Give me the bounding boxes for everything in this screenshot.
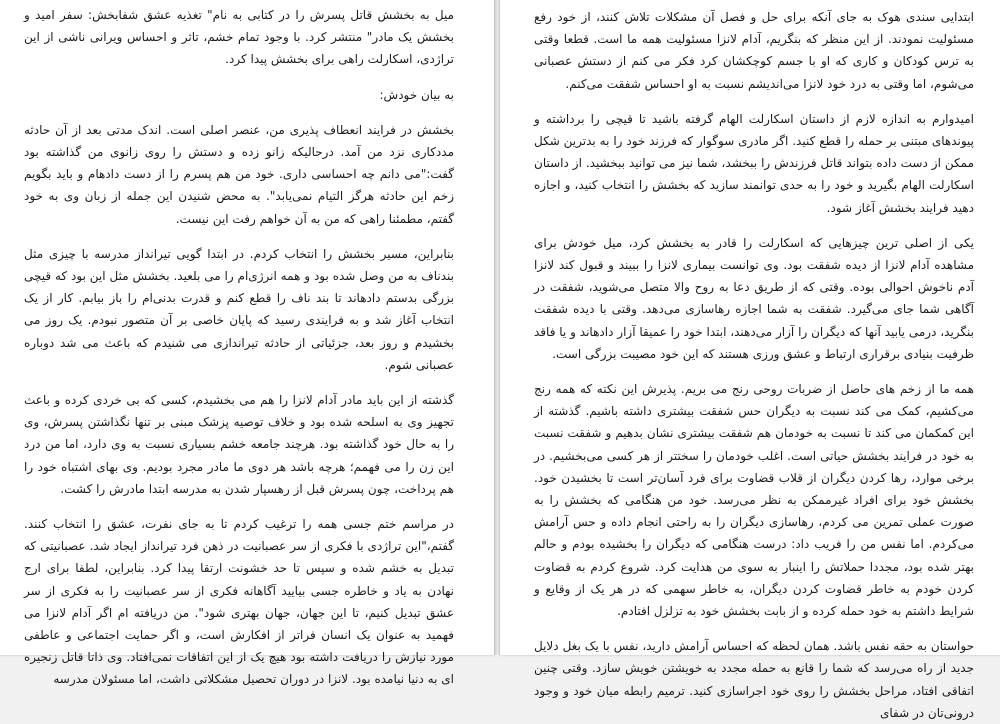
left-page-text bbox=[24, 4, 454, 687]
paragraph: حواستان به حقه نفس باشد. همان لحظه که احساس آرامش دارید، نفس با یک بغل دلایل جدید از راه می‌رسد که شما را قانع به حمله مجدد به خویشتن خویش سازد. وقتی چنین اتفاقی افتاد، مراحل بخشش را روی خود اجراسازی کنید. ترمیم رابطه میان خود و وجود درونی‌تان در شفای bbox=[534, 639, 974, 720]
left-page bbox=[0, 0, 495, 687]
paragraph: در مراسم ختم جسی همه را ترغیب کردم تا به جای نفرت، عشق را انتخاب کنند. گفتم،"این تراژدی با فکری از سر عصبانیت در ذهن فرد تیرانداز ایجاد شد. عصبانیتی که تبدیل به خشم شده و سپس تا حد خشونت ارتقا پیدا کرد. بنابراین، لطفا برای ارج نهادن به یاد و خاطره جسی بیایید آگاهانه فکری از سر عصبانیت را به فکری از سر عشق تبدیل کنیم، تا این جهان، جهان بهتری شود". من دریافته ام اگر آدام لانزا می فهمید به عنوان یک انسان فراتر از افکارش است، و اگر حمایت اجتماعی و عاطفی مورد نیازش را دریافت داشته بود هیچ یک از این اتفاقات نمی‌افتاد. وی ذاتا قاتل زنجیره ای به دنیا نیامده بود. لانزا در دوران تحصیل مشکلاتی داشت، اما مسئولان مدرسه bbox=[24, 517, 454, 687]
paragraph: بنابراین، مسیر بخشش را انتخاب کردم. در ابتدا گویی تیرانداز مدرسه با چیزی مثل بندناف به من وصل شده بود و همه انرژی‌ام را می بلعید. بخشش مثل این بود که قیچی بزرگی بدستم دادهاند تا بند ناف را قطع کنم و قدرت بدنی‌ام را باز بیابم. کار از یک انتخاب آغاز شد و به فرایندی رسید که پایان خاصی بر آن متصور نبودم. یک روز می بخشیدم و روز بعد، جزئیاتی از حادثه تیراندازی می شنیدم که باعث می شد دوباره عصبانی شوم. bbox=[24, 246, 454, 372]
paragraph: یکی از اصلی ترین چیزهایی که اسکارلت را قادر به بخشش کرد، میل خودش برای مشاهده آدام لانزا از دیده شفقت بود. وی توانست بیماری لانزا را ببیند و قبول کند لانزا آدم ناخوش احوالی بوده. وقتی که از طریق دعا به روح والا متصل می‌شوید، شفقت در آگاهی شما جای می‌گیرد. شفقت به شما اجازه رهاسازی می‌دهد. وقتی با دیده شفقت بنگرید، درمی یابید آنها که دیگران را آزار می‌دهند، ابتدا خود را عمیقا آزار دادهاند و یا فاقد ظرفیت بنیادی برقراری ارتباط و عشق ورزی هستند که این خود مصیبت بزرگی است. bbox=[534, 235, 974, 361]
paragraph: همه ما از زخم های حاصل از ضربات روحی رنج می بریم. پذیرش این نکته که همه رنج می‌کشیم، کمک می کند نسبت به دیگران حس شفقت بیشتری داشته باشیم. گذشته از این کمکمان می کند تا نسبت به خودمان هم شفقت بیشتری نشان بدهیم و شفقت نسبت به خود در فرایند بخشش حیاتی است. اغلب خودمان را سختتر از هر کسی می‌بخشیم. در برخی موارد، رها کردن دیگران از قلاب قضاوت برای فرد آسان‌تر است تا بخشیدن خود. بخشش خود برای افراد غیرممکن به نظر می‌رسد. خود من هنگامی که بخشش را به صورت عملی تمرین می کردم، رهاسازی دیگران را به راحتی انجام داده و حس آرامش می‌کردم. اما نفس من را فریب داد: درست هنگامی که دیگران را بخشیده بودم و حالم بهتر شده بود، مجددا حملاتش را اینبار به سوی من هدایت کرد. شروع کردم به قضاوت کردن خودم به خاطر قضاوت کردن دیگران، به خاطر سهمی که در هر یک از وقایع و شرایط داشتم به خود حمله کرده و از بابت بخشش خود به تزلزل افتادم. bbox=[534, 382, 974, 619]
paragraph: امیدوارم به اندازه لازم از داستان اسکارلت الهام گرفته باشید تا قیچی را برداشته و پیوندهای مبتنی بر حمله را قطع کنید. اگر مادری سوگوار که فرزند خود را به بدترین شکل ممکن از دست داده بتواند قاتل فرزندش را ببخشد، شما نیز می توانید ببخشید. از داستان اسکارلت الهام بگیرید و خود را به حدی توانمند سازید که بخشش را انتخاب کنید، و اجازه دهید فرایند بخشش آغاز شود. bbox=[534, 111, 974, 215]
right-page-text bbox=[534, 6, 974, 720]
paragraph: میل به بخشش قاتل پسرش را در کتابی به نام" تغذیه عشق شفابخش: سفر امید و بخشش یک مادر" منتشر کرد. با وجود تمام خشم، تاثر و احساس ویرانی ناشی از این تراژدی، اسکارلت راهی برای بخشش پیدا کرد. bbox=[24, 8, 454, 67]
paragraph: گذشته از این باید مادر آدام لانزا را هم می بخشیدم، کسی که بی خردی کرده و باعث تجهیز وی به اسلحه شده بود و خلاف توصیه پزشک مبنی بر تنها نگذاشتن پسرش، وی را به حال خود گذاشته بود. هرچند جامعه خشم بسیاری نسبت به وی دارد، اما من درد این زن را می فهمم؛ هرچه باشد هر دوی ما مادر مجرد بودیم. وی بهای اشتباه خود را هم پرداخت، چون پسرش قبل از رهسپار شدن به مدرسه ابتدا مادرش را کشت. bbox=[24, 393, 454, 496]
paragraph-heading: به بیان خودش: bbox=[379, 87, 454, 102]
right-page bbox=[499, 0, 1000, 720]
paragraph: ابتدایی سندی هوک به جای آنکه برای حل و فصل آن مشکلات تلاش کنند، از خود رفع مسئولیت نمودند. از این منظر که بنگریم، آدام لانزا مسئولیت همه ما است. قطعا وقتی به ترس کودکان و کاری که او با جسم کوچکشان کرد فکر می کنم از دستش عصبانی می‌شوم، اما وقتی به درد خود لانزا می‌اندیشم نسبت به او احساس شفقت می‌کنم. bbox=[534, 10, 974, 91]
paragraph: بخشش در فرایند انعطاف پذیری من، عنصر اصلی است. اندک مدتی بعد از آن حادثه مددکاری نزد من آمد. درحالیکه زانو زده و دستش را روی زانوی من گذاشته بود گفت:"می دانم چه احساسی داری. خود من هم پسرم را از دست دادهام و باید بگویم زخم این حادثه هرگز التیام نمی‌یابد". به محض شنیدن این جمله از زبان وی به خود گفتم، مطمئنا راهی که من به آن خواهم رفت این نیست. bbox=[24, 122, 454, 226]
